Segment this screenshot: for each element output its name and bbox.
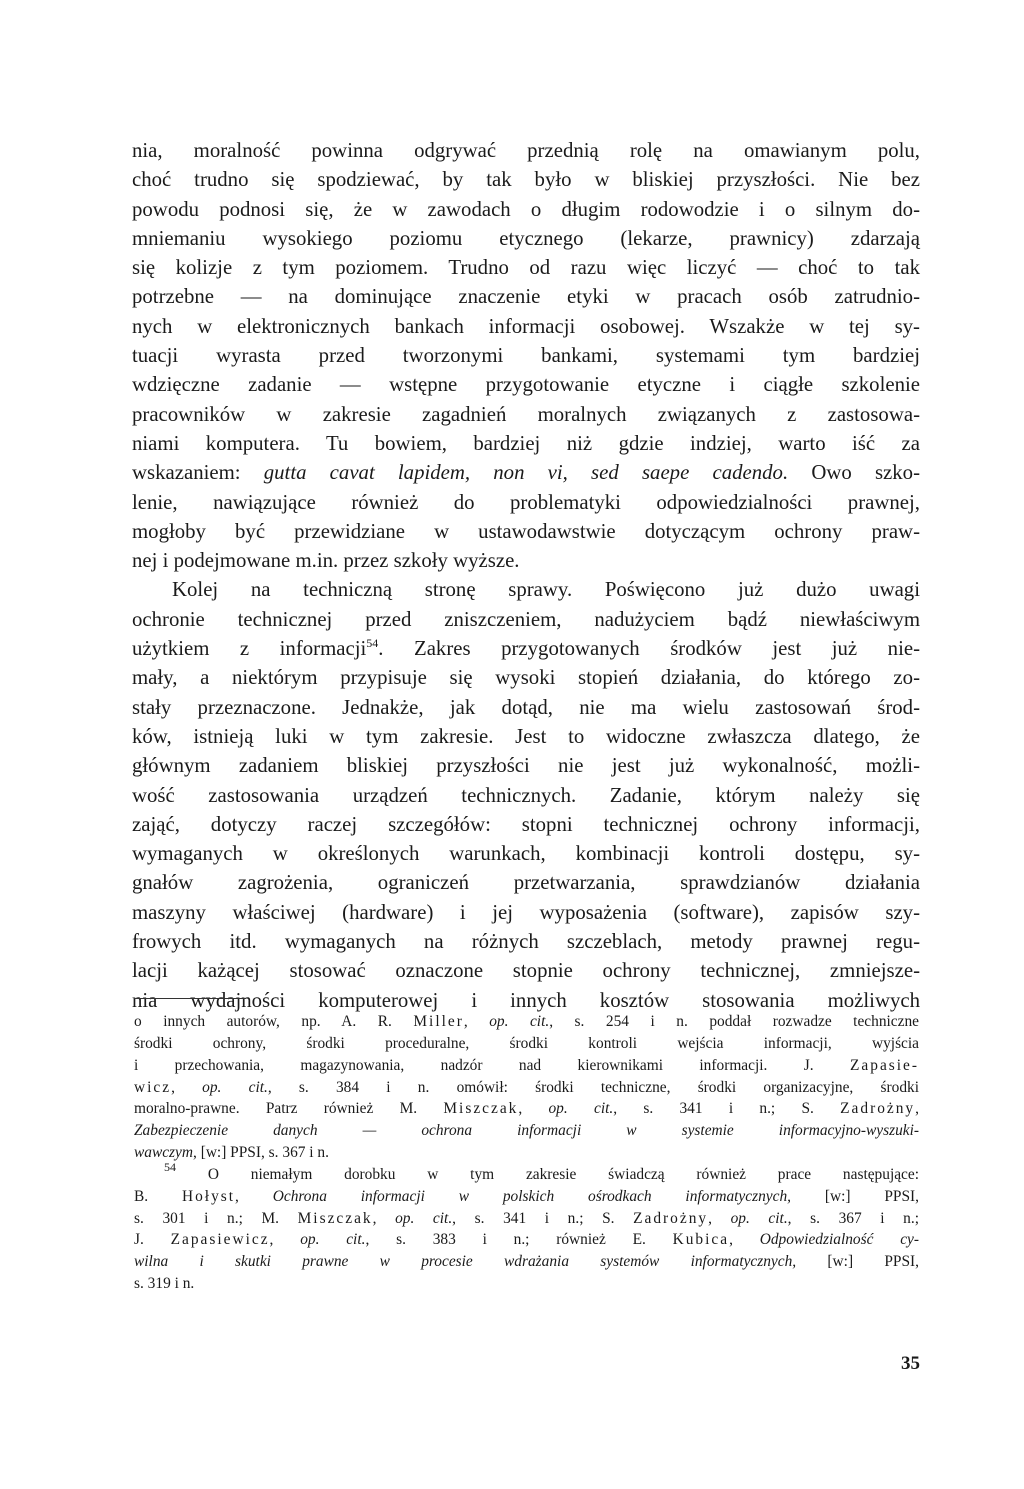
text-segment: , [269, 1231, 301, 1249]
text-line: wdzięczne zadanie — wstępne przygotowanie etyczne i ciągłe szkolenie [132, 373, 920, 397]
footnote-line [134, 1159, 919, 1186]
text-line [132, 634, 920, 663]
text-line [132, 458, 920, 487]
title-segment: wawczym [134, 1144, 193, 1162]
author-name: Miszczak [443, 1100, 519, 1118]
author-name: wicz [134, 1078, 172, 1096]
text-segment: [w:] PPSI, [796, 1253, 919, 1271]
text-line: głównym zadaniem bliskiej przyszłości nie jest już wykonalność, możli- [132, 754, 920, 778]
text-segment: B. [134, 1187, 182, 1205]
text-segment: , [171, 1078, 203, 1096]
citation-abbrev: op. cit. [300, 1231, 366, 1249]
page-number: 35 [901, 1353, 920, 1374]
text-segment: , [372, 1209, 396, 1227]
text-line: nej i podejmowane m.in. przez szkoły wyższe. [132, 549, 520, 573]
citation-abbrev: op. cit. [395, 1209, 453, 1227]
text-line: nia, moralność powinna odgrywać przednią rolę na omawianym polu, [132, 139, 920, 162]
text-line: niami komputera. Tu bowiem, bardziej niż gdzie indziej, warto iść za [132, 431, 920, 455]
title-segment: Ochrona informacji w polskich ośrodkach informatycznych, [272, 1187, 791, 1205]
footnote-line [134, 1208, 919, 1230]
text-segment: , [518, 1100, 549, 1118]
text-line: ków, istnieją luki w tym zakresie. Jest to widoczne zwłaszcza dlatego, że [132, 724, 920, 748]
text-line: potrzebne — na dominujące znaczenie etyki w pracach osób zatrudnio- [132, 285, 920, 309]
text-segment: wskazaniem: [132, 461, 264, 485]
text-segment: , s. 254 i n. poddał rozwadze techniczne [549, 1013, 919, 1030]
footnote-line: Zabezpieczenie danych — ochrona informacji w systemie informacyjno-wyszuki- [134, 1122, 919, 1140]
footnote-number: 54 [164, 1159, 176, 1174]
footnote-line [134, 1055, 919, 1077]
citation-abbrev: op. cit. [202, 1078, 268, 1096]
text-line: gnałów zagrożenia, ograniczeń przetwarzania, sprawdzianów działania [132, 871, 920, 895]
footnote-line: środki ochrony, środki proceduralne, środki kontroli wejścia informacji, wyjścia [134, 1034, 919, 1052]
text-segment: moralno-prawne. Patrz również M. [134, 1100, 444, 1118]
footnote-divider [134, 998, 246, 999]
text-segment: J. [134, 1231, 171, 1249]
text-line: tuacji wyrasta przed tworzonymi bankami, systemami tym bardziej [132, 344, 920, 368]
text-segment: , [463, 1013, 490, 1030]
latin-quote: gutta cavat lapidem, non vi, sed saepe cadendo. [263, 461, 789, 485]
author-name: Kubica [672, 1231, 730, 1249]
footnote-line [134, 1229, 919, 1251]
text-segment: , s. 384 i n. omówił: środki techniczne, środki organizacyjne, środki [267, 1078, 919, 1096]
text-segment: . Zakres przygotowanych środków jest już nie- [378, 637, 920, 661]
text-line: powodu podnosi się, że w zawodach o długim rodowodzie i o silnym do- [132, 197, 920, 221]
text-line: mały, a niektórym przypisuje się wysoki stopień działania, do którego zo- [132, 666, 920, 690]
text-line: wymaganych w określonych warunkach, kombinacji kontroli dostępu, sy- [132, 842, 920, 866]
text-line: wość zastosowania urządzeń technicznych. Zadanie, którym należy się [132, 783, 920, 807]
author-name: Miszczak [297, 1209, 373, 1227]
text-segment: , [708, 1209, 731, 1227]
text-segment: , s. 383 i n.; również E. [365, 1231, 673, 1249]
footnote-line [134, 1251, 919, 1273]
citation-abbrev: op. cit. [548, 1100, 614, 1118]
text-line: lenie, nawiązujące również do problematyki odpowiedzialności prawnej, [132, 490, 920, 514]
author-name: Zapasiewicz [170, 1231, 270, 1249]
text-line: się kolizje z tym poziomem. Trudno od razu więc liczyć — choć to tak [132, 256, 920, 280]
text-segment: , [729, 1231, 760, 1249]
footnote-line [134, 1098, 919, 1120]
text-segment: , [915, 1100, 919, 1118]
text-line: choć trudno się spodziewać, by tak było w bliskiej przyszłości. Nie bez [132, 168, 920, 192]
text-line: maszyny właściwej (hardware) i jej wyposażenia (software), zapisów szy- [132, 900, 920, 924]
text-line: pracowników w zakresie zagadnień moralnych związanych z zastosowa- [132, 402, 920, 426]
citation-abbrev: op. cit. [730, 1209, 788, 1227]
text-line: nia wydajności komputerowej i innych kosztów stosowania możliwych [132, 988, 920, 1012]
text-line: stały przeznaczone. Jednakże, jak dotąd, nie ma wielu zastosowań środ- [132, 695, 920, 719]
footnote-line [134, 1077, 919, 1099]
text-segment: , [w:] PPSI, s. 367 i n. [193, 1144, 329, 1162]
author-name: Zadrożny [840, 1100, 916, 1118]
text-line: zająć, dotyczy raczej szczegółów: stopni technicznej ochrony informacji, [132, 812, 920, 836]
text-segment: [w:] PPSI, [790, 1187, 919, 1205]
author-name: Zadrożny [633, 1209, 709, 1227]
footnotes [134, 1011, 919, 1295]
text-line: mogłoby być przewidziane w ustawodawstwie dotyczącym ochrony praw- [132, 519, 920, 543]
text-segment: Owo szko- [788, 461, 921, 485]
text-segment: , [235, 1187, 273, 1205]
text-segment: o innych autorów, np. A. R. [134, 1013, 414, 1030]
author-name: Zapasie- [850, 1056, 919, 1074]
footnote-line: s. 319 i n. [134, 1275, 195, 1293]
text-segment: , s. 367 i n.; [787, 1209, 919, 1227]
footnote-line [134, 1142, 919, 1164]
text-segment: , s. 341 i n.; S. [613, 1100, 841, 1118]
text-line: ochronie technicznej przed zniszczeniem, nadużyciem bądź niewłaściwym [132, 607, 920, 631]
citation-abbrev: op. cit. [489, 1013, 550, 1030]
text-segment: i przechowania, magazynowania, nadzór nad kierownikami informacji. J. [134, 1056, 851, 1074]
text-line: mniemaniu wysokiego poziomu etycznego (lekarze, prawnicy) zdarzają [132, 226, 920, 250]
author-name: Hołyst [181, 1187, 236, 1205]
author-name: Miller [413, 1013, 464, 1030]
text-segment: , s. 341 i n.; S. [452, 1209, 634, 1227]
text-segment: O niemałym dorobku w tym zakresie świadczą również prace następujące: [176, 1165, 919, 1183]
text-line: frowych itd. wymaganych na różnych szczeblach, metody prawnej regu- [132, 930, 920, 954]
text-segment: użytkiem z informacji [132, 637, 367, 661]
title-segment: wilna i skutki prawne w procesie wdrażania systemów informatycznych, [134, 1253, 797, 1271]
footnote-line [134, 1011, 919, 1033]
main-text [132, 136, 920, 1015]
text-segment: s. 301 i n.; M. [134, 1209, 298, 1227]
footnote-ref: 54 [366, 636, 379, 651]
text-line: nych w elektronicznych bankach informacji osobowej. Wszakże w tej sy- [132, 314, 920, 338]
title-segment: Odpowiedzialność cy- [759, 1231, 920, 1249]
text-line: lacji każącej stosować oznaczone stopnie ochrony technicznej, zmniejsze- [132, 959, 920, 983]
paragraph-start: Kolej na techniczną stronę sprawy. Poświęcono już dużo uwagi [172, 578, 920, 602]
footnote-line [134, 1186, 919, 1208]
